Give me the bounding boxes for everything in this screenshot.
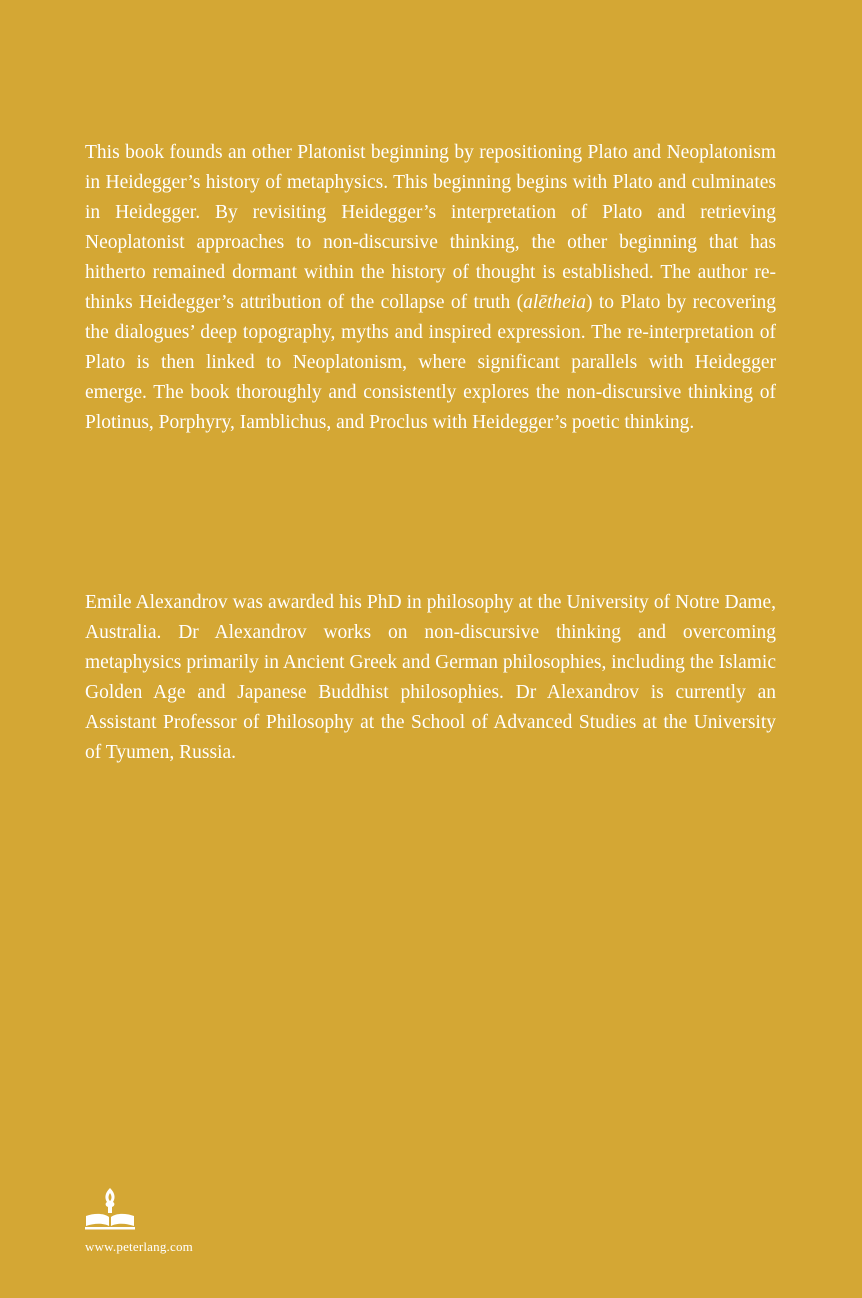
peter-lang-book-flame-icon (82, 1186, 138, 1232)
book-description (85, 138, 776, 438)
book-description-part-2: ) to Plato by recovering the dialogues’ deep topography, myths and inspired expression. The re-interpretation of Plato is then linked to Neoplatonism, where significant parallels with Heidegger emerge. The book thoroughly and consistently explores the non-discursive thinking of Plotinus, Porphyry, Iamblichus, and Proclus with Heidegger’s poetic thinking. (85, 292, 776, 433)
publisher-url[interactable]: www.peterlang.com (85, 1239, 193, 1254)
aletheia-term: alētheia (523, 292, 586, 313)
book-description-part-1: This book founds an other Platonist beginning by repositioning Plato and Neoplatonism in Heidegger’s history of metaphysics. This beginning begins with Plato and culminates in Heidegger. By revisiting Heidegger’s interpretation of Plato and retrieving Neoplatonist approaches to non-discursive thinking, the other beginning that has hitherto remained dormant within the history of thought is established. The author re-thinks Heidegger’s attribution of the collapse of truth ( (85, 142, 776, 313)
author-bio: Emile Alexandrov was awarded his PhD in philosophy at the University of Notre Dame, Australia. Dr Alexandrov works on non-discursive thinking and overcoming metaphysics primarily in Ancient Greek and German philosophies, including the Islamic Golden Age and Japanese Buddhist philosophies. Dr Alexandrov is currently an Assistant Professor of Philosophy at the School of Advanced Studies at the University of Tyumen, Russia. (85, 592, 776, 763)
